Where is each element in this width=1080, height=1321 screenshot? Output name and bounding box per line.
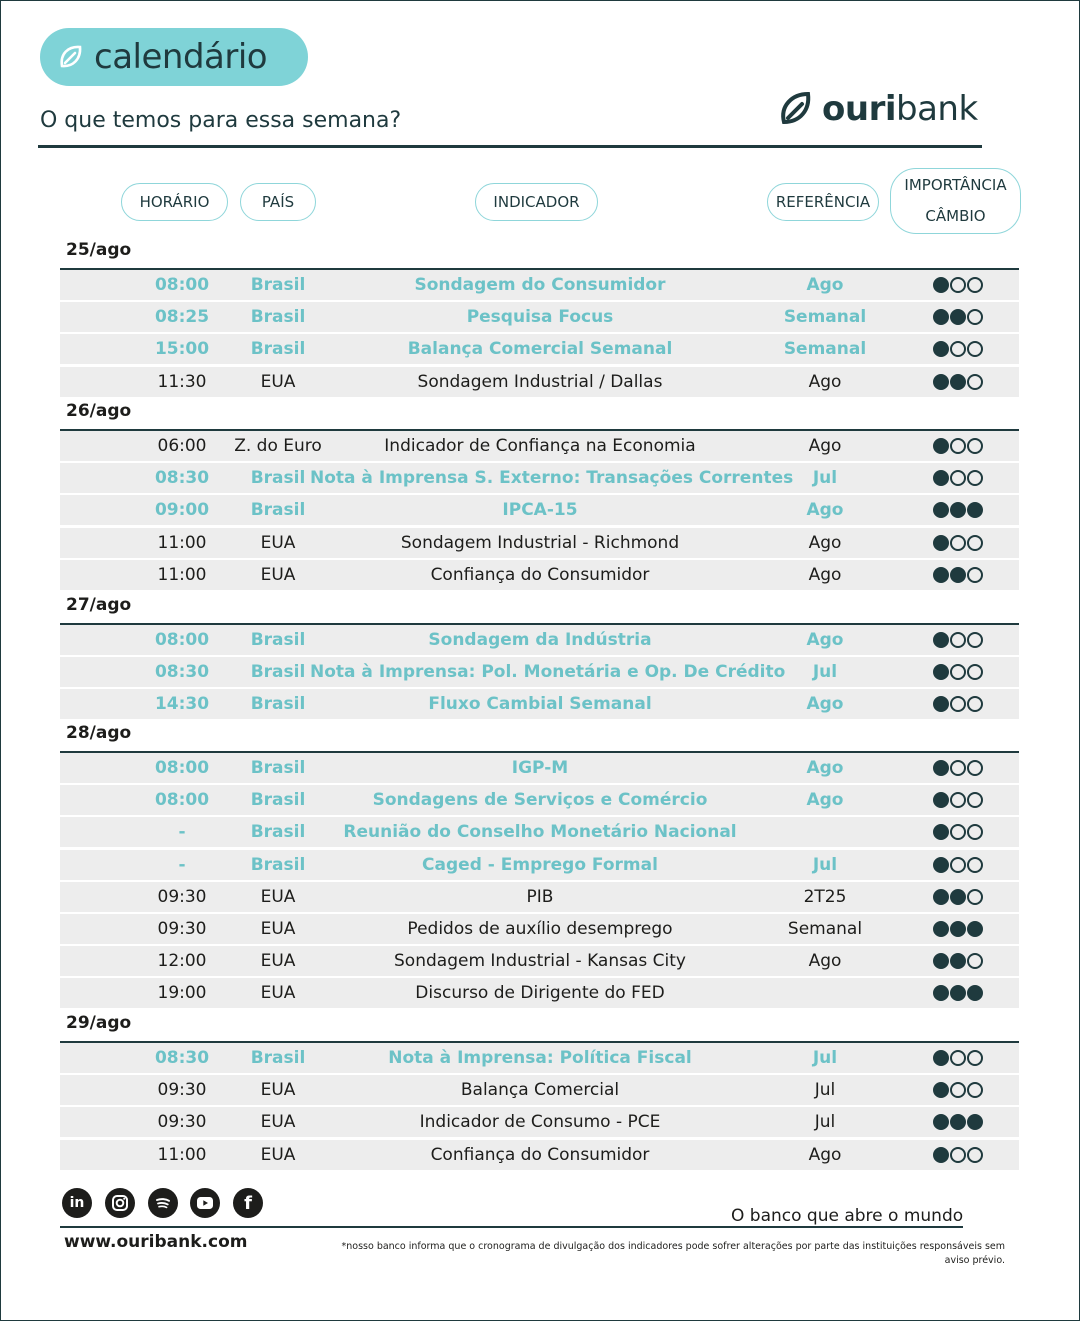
importance-dot-filled bbox=[950, 502, 966, 518]
table-row bbox=[60, 817, 1019, 847]
importance-rating bbox=[918, 785, 998, 815]
importance-dot-filled bbox=[950, 1114, 966, 1130]
time-cell: 08:30 bbox=[154, 1048, 210, 1068]
indicator-cell: Sondagem do Consumidor bbox=[414, 275, 666, 295]
importance-dot-filled bbox=[933, 1082, 949, 1098]
time-cell: 19:00 bbox=[157, 983, 207, 1004]
importance-dot-empty bbox=[967, 535, 983, 551]
importance-dot-empty bbox=[967, 1050, 983, 1066]
importance-dot-empty bbox=[950, 760, 966, 776]
reference-cell: Ago bbox=[806, 500, 844, 521]
reference-cell: Ago bbox=[808, 532, 842, 553]
country-cell: Brasil bbox=[250, 822, 306, 843]
indicator-cell: Balança Comercial Semanal bbox=[407, 339, 673, 360]
table-row bbox=[60, 334, 1019, 364]
time-cell: 08:25 bbox=[154, 307, 210, 328]
indicator-cell: Sondagens de Serviços e Comércio bbox=[372, 790, 708, 811]
table-row bbox=[60, 270, 1019, 300]
country-cell: Brasil bbox=[250, 468, 306, 489]
table-row bbox=[60, 431, 1019, 461]
time-cell: 14:30 bbox=[154, 694, 210, 715]
country-cell: EUA bbox=[260, 983, 296, 1004]
indicator-cell: Nota à Imprensa S. Externo: Transações Correntes bbox=[310, 468, 794, 489]
importance-rating bbox=[918, 528, 998, 558]
indicator-cell: Balança Comercial bbox=[460, 1080, 620, 1101]
importance-dot-filled bbox=[933, 664, 949, 680]
importance-dot-filled bbox=[933, 857, 949, 873]
indicator-cell: Confiança do Consumidor bbox=[430, 1144, 650, 1165]
time-cell: 11:00 bbox=[157, 532, 207, 553]
indicator-cell: Sondagem Industrial - Richmond bbox=[400, 532, 680, 553]
column-header-importance bbox=[890, 168, 1021, 234]
importance-dot-empty bbox=[967, 470, 983, 486]
importance-dot-empty bbox=[967, 889, 983, 905]
importance-rating bbox=[918, 689, 998, 719]
indicator-cell: Pesquisa Focus bbox=[466, 307, 614, 328]
importance-rating bbox=[918, 978, 998, 1008]
reference-cell: Ago bbox=[806, 275, 844, 295]
footer-slogan: O banco que abre o mundo bbox=[731, 1206, 964, 1226]
reference-cell: Jul bbox=[814, 1080, 836, 1101]
reference-cell: 2T25 bbox=[803, 886, 847, 907]
reference-cell bbox=[775, 978, 875, 1008]
time-cell: 09:30 bbox=[157, 1112, 207, 1133]
importance-rating bbox=[918, 1107, 998, 1137]
importance-dot-filled bbox=[933, 824, 949, 840]
time-cell: - bbox=[178, 822, 186, 843]
importance-rating bbox=[918, 463, 998, 493]
indicator-cell: Discurso de Dirigente do FED bbox=[415, 983, 665, 1004]
indicator-cell: Fluxo Cambial Semanal bbox=[428, 694, 652, 715]
leaf-icon bbox=[56, 42, 86, 72]
footer-disclaimer: *nosso banco informa que o cronograma de divulgação dos indicadores pode sofrer alterações por parte das instituições responsáveis sem aviso prévio. bbox=[341, 1241, 1005, 1266]
table-row bbox=[60, 528, 1019, 558]
importance-rating bbox=[918, 431, 998, 461]
importance-dot-empty bbox=[950, 1082, 966, 1098]
country-cell: Brasil bbox=[250, 854, 306, 875]
table-row bbox=[60, 367, 1019, 397]
table-row bbox=[60, 914, 1019, 944]
time-cell: 09:30 bbox=[157, 919, 207, 939]
importance-rating bbox=[918, 625, 998, 655]
importance-rating bbox=[918, 882, 998, 912]
country-cell: Z. do Euro bbox=[234, 436, 322, 456]
country-cell: EUA bbox=[260, 951, 296, 972]
importance-dot-empty bbox=[950, 1050, 966, 1066]
importance-dot-filled bbox=[950, 953, 966, 969]
country-cell: EUA bbox=[260, 1112, 296, 1133]
country-cell: EUA bbox=[260, 532, 296, 553]
importance-dot-filled bbox=[933, 309, 949, 325]
reference-cell: Jul bbox=[812, 662, 838, 683]
importance-dot-filled bbox=[967, 1114, 983, 1130]
importance-dot-filled bbox=[933, 277, 949, 293]
importance-dot-empty bbox=[950, 535, 966, 551]
importance-rating bbox=[918, 1140, 998, 1170]
country-cell: Brasil bbox=[250, 694, 306, 715]
column-header-reference: REFERÊNCIA bbox=[767, 183, 879, 221]
importance-dot-filled bbox=[950, 889, 966, 905]
importance-dot-empty bbox=[950, 341, 966, 357]
importance-rating bbox=[918, 1043, 998, 1073]
importance-rating bbox=[918, 560, 998, 590]
column-header-indicator: INDICADOR bbox=[475, 183, 598, 221]
importance-dot-filled bbox=[933, 567, 949, 583]
importance-dot-filled bbox=[933, 1147, 949, 1163]
importance-dot-empty bbox=[967, 953, 983, 969]
indicator-cell: Sondagem Industrial / Dallas bbox=[417, 371, 663, 392]
indicator-cell: PIB bbox=[526, 886, 554, 907]
importance-dot-empty bbox=[967, 1082, 983, 1098]
website-link[interactable]: www.ouribank.com bbox=[64, 1232, 248, 1252]
importance-dot-filled bbox=[933, 535, 949, 551]
importance-dot-empty bbox=[967, 632, 983, 648]
importance-dot-empty bbox=[967, 824, 983, 840]
spotify-icon[interactable] bbox=[148, 1188, 178, 1218]
ouribank-logo bbox=[778, 88, 978, 130]
table-row bbox=[60, 785, 1019, 815]
time-cell: 06:00 bbox=[157, 436, 207, 456]
importance-rating bbox=[918, 302, 998, 332]
importance-dot-filled bbox=[933, 792, 949, 808]
importance-dot-empty bbox=[967, 438, 983, 454]
indicator-cell: Indicador de Confiança na Economia bbox=[384, 436, 696, 456]
importance-dot-empty bbox=[967, 857, 983, 873]
indicator-cell: Confiança do Consumidor bbox=[430, 564, 650, 585]
column-header-importance-line1: IMPORTÂNCIA bbox=[904, 176, 1007, 194]
importance-dot-empty bbox=[950, 824, 966, 840]
time-cell: 11:00 bbox=[157, 564, 207, 585]
country-cell: Brasil bbox=[250, 758, 306, 778]
importance-dot-filled bbox=[933, 696, 949, 712]
logo-text-bold: ouri bbox=[822, 89, 896, 129]
header-divider bbox=[38, 145, 982, 148]
indicator-cell: Indicador de Consumo - PCE bbox=[419, 1112, 661, 1133]
indicator-cell: Pedidos de auxílio desemprego bbox=[407, 919, 673, 939]
country-cell: Brasil bbox=[250, 339, 306, 360]
importance-dot-empty bbox=[967, 696, 983, 712]
importance-dot-empty bbox=[967, 341, 983, 357]
time-cell: 08:00 bbox=[154, 630, 210, 650]
importance-rating bbox=[918, 495, 998, 525]
calendar-title: calendário bbox=[94, 37, 268, 77]
importance-rating bbox=[918, 753, 998, 783]
importance-dot-empty bbox=[967, 309, 983, 325]
indicator-cell: Reunião do Conselho Monetário Nacional bbox=[343, 822, 737, 843]
table-row bbox=[60, 946, 1019, 976]
column-header-country: PAÍS bbox=[240, 183, 316, 221]
indicator-cell: Sondagem Industrial - Kansas City bbox=[394, 951, 686, 972]
footer-divider bbox=[60, 1226, 963, 1228]
table-row bbox=[60, 882, 1019, 912]
column-header-time: HORÁRIO bbox=[121, 183, 228, 221]
importance-dot-filled bbox=[967, 921, 983, 937]
importance-dot-filled bbox=[933, 760, 949, 776]
date-label: 28/ago bbox=[66, 723, 132, 743]
table-row bbox=[60, 302, 1019, 332]
importance-dot-filled bbox=[933, 374, 949, 390]
ouribank-leaf-icon bbox=[778, 88, 814, 130]
importance-dot-filled bbox=[933, 502, 949, 518]
instagram-icon[interactable] bbox=[105, 1188, 135, 1218]
country-cell: Brasil bbox=[250, 500, 306, 521]
importance-dot-filled bbox=[933, 889, 949, 905]
time-cell: 11:30 bbox=[157, 371, 207, 392]
linkedin-icon[interactable]: in bbox=[62, 1188, 92, 1218]
importance-dot-empty bbox=[950, 857, 966, 873]
country-cell: Brasil bbox=[250, 630, 306, 650]
country-cell: EUA bbox=[260, 564, 296, 585]
importance-rating bbox=[918, 817, 998, 847]
reference-cell: Jul bbox=[812, 468, 838, 489]
date-label: 29/ago bbox=[66, 1013, 132, 1033]
importance-rating bbox=[918, 367, 998, 397]
country-cell: EUA bbox=[260, 1080, 296, 1101]
time-cell: 12:00 bbox=[157, 951, 207, 972]
indicator-cell: IPCA-15 bbox=[502, 500, 578, 521]
reference-cell: Ago bbox=[806, 630, 844, 650]
importance-rating bbox=[918, 270, 998, 300]
reference-cell: Jul bbox=[812, 1048, 838, 1068]
table-row bbox=[60, 657, 1019, 687]
indicator-cell: Sondagem da Indústria bbox=[428, 630, 652, 650]
importance-dot-empty bbox=[950, 696, 966, 712]
indicator-cell: Caged - Emprego Formal bbox=[422, 854, 658, 875]
importance-rating bbox=[918, 1075, 998, 1105]
calendar-title-pill bbox=[40, 28, 308, 86]
reference-cell: Ago bbox=[808, 1144, 842, 1165]
reference-cell: Ago bbox=[808, 436, 842, 456]
reference-cell: Ago bbox=[808, 371, 842, 392]
importance-rating bbox=[918, 946, 998, 976]
reference-cell: Semanal bbox=[783, 307, 867, 328]
importance-dot-filled bbox=[933, 470, 949, 486]
importance-dot-empty bbox=[967, 760, 983, 776]
country-cell: Brasil bbox=[250, 662, 306, 683]
table-row bbox=[60, 850, 1019, 880]
column-header-importance-line2: CÂMBIO bbox=[925, 207, 986, 225]
table-row bbox=[60, 463, 1019, 493]
importance-dot-filled bbox=[933, 921, 949, 937]
reference-cell: Semanal bbox=[787, 919, 863, 939]
importance-dot-filled bbox=[933, 632, 949, 648]
country-cell: EUA bbox=[260, 919, 296, 939]
table-row bbox=[60, 495, 1019, 525]
importance-dot-filled bbox=[933, 953, 949, 969]
time-cell: 09:30 bbox=[157, 1080, 207, 1101]
reference-cell: Ago bbox=[806, 790, 844, 811]
time-cell: 11:00 bbox=[157, 1144, 207, 1165]
table-row bbox=[60, 689, 1019, 719]
table-row bbox=[60, 560, 1019, 590]
importance-rating bbox=[918, 334, 998, 364]
facebook-icon[interactable]: f bbox=[233, 1188, 263, 1218]
importance-dot-filled bbox=[967, 985, 983, 1001]
table-row bbox=[60, 1043, 1019, 1073]
importance-dot-empty bbox=[950, 792, 966, 808]
reference-cell: Semanal bbox=[783, 339, 867, 360]
country-cell: Brasil bbox=[250, 307, 306, 328]
indicator-cell: Nota à Imprensa: Pol. Monetária e Op. De Crédito bbox=[310, 662, 786, 683]
table-row bbox=[60, 978, 1019, 1008]
table-row bbox=[60, 753, 1019, 783]
time-cell: 08:00 bbox=[154, 758, 210, 778]
indicator-cell: IGP-M bbox=[511, 758, 569, 778]
time-cell: 08:30 bbox=[154, 662, 210, 683]
importance-dot-empty bbox=[950, 664, 966, 680]
importance-rating bbox=[918, 850, 998, 880]
importance-dot-empty bbox=[967, 567, 983, 583]
indicator-cell: Nota à Imprensa: Política Fiscal bbox=[388, 1048, 692, 1068]
reference-cell: Ago bbox=[808, 564, 842, 585]
reference-cell bbox=[775, 817, 875, 847]
importance-rating bbox=[918, 914, 998, 944]
page-subtitle: O que temos para essa semana? bbox=[40, 108, 402, 133]
importance-dot-filled bbox=[950, 374, 966, 390]
time-cell: - bbox=[178, 854, 186, 875]
importance-dot-empty bbox=[967, 374, 983, 390]
table-row bbox=[60, 1107, 1019, 1137]
reference-cell: Ago bbox=[806, 694, 844, 715]
importance-dot-empty bbox=[950, 277, 966, 293]
importance-dot-filled bbox=[933, 1114, 949, 1130]
table-row bbox=[60, 625, 1019, 655]
time-cell: 08:30 bbox=[154, 468, 210, 489]
importance-dot-filled bbox=[933, 341, 949, 357]
time-cell: 08:00 bbox=[154, 275, 210, 295]
importance-dot-filled bbox=[933, 1050, 949, 1066]
time-cell: 08:00 bbox=[154, 790, 210, 811]
importance-dot-filled bbox=[933, 438, 949, 454]
importance-rating bbox=[918, 657, 998, 687]
table-row bbox=[60, 1140, 1019, 1170]
importance-dot-empty bbox=[967, 792, 983, 808]
importance-dot-empty bbox=[967, 277, 983, 293]
time-cell: 09:30 bbox=[157, 886, 207, 907]
time-cell: 09:00 bbox=[154, 500, 210, 521]
importance-dot-empty bbox=[950, 632, 966, 648]
importance-dot-filled bbox=[950, 921, 966, 937]
importance-dot-empty bbox=[967, 1147, 983, 1163]
country-cell: EUA bbox=[260, 886, 296, 907]
importance-dot-filled bbox=[950, 309, 966, 325]
importance-dot-empty bbox=[950, 470, 966, 486]
importance-dot-filled bbox=[950, 567, 966, 583]
importance-dot-filled bbox=[950, 985, 966, 1001]
country-cell: Brasil bbox=[250, 790, 306, 811]
table-row bbox=[60, 1075, 1019, 1105]
reference-cell: Jul bbox=[814, 1112, 836, 1133]
country-cell: EUA bbox=[260, 1144, 296, 1165]
importance-dot-filled bbox=[967, 502, 983, 518]
reference-cell: Ago bbox=[808, 951, 842, 972]
country-cell: EUA bbox=[260, 371, 296, 392]
importance-dot-filled bbox=[933, 985, 949, 1001]
country-cell: Brasil bbox=[250, 275, 306, 295]
date-label: 26/ago bbox=[66, 401, 132, 421]
reference-cell: Ago bbox=[806, 758, 844, 778]
importance-dot-empty bbox=[967, 664, 983, 680]
importance-dot-empty bbox=[950, 438, 966, 454]
youtube-icon[interactable] bbox=[190, 1188, 220, 1218]
logo-text-light: bank bbox=[896, 89, 978, 129]
date-label: 27/ago bbox=[66, 595, 132, 615]
reference-cell: Jul bbox=[812, 854, 838, 875]
country-cell: Brasil bbox=[250, 1048, 306, 1068]
time-cell: 15:00 bbox=[154, 339, 210, 360]
date-label: 25/ago bbox=[66, 240, 132, 260]
importance-dot-empty bbox=[950, 1147, 966, 1163]
